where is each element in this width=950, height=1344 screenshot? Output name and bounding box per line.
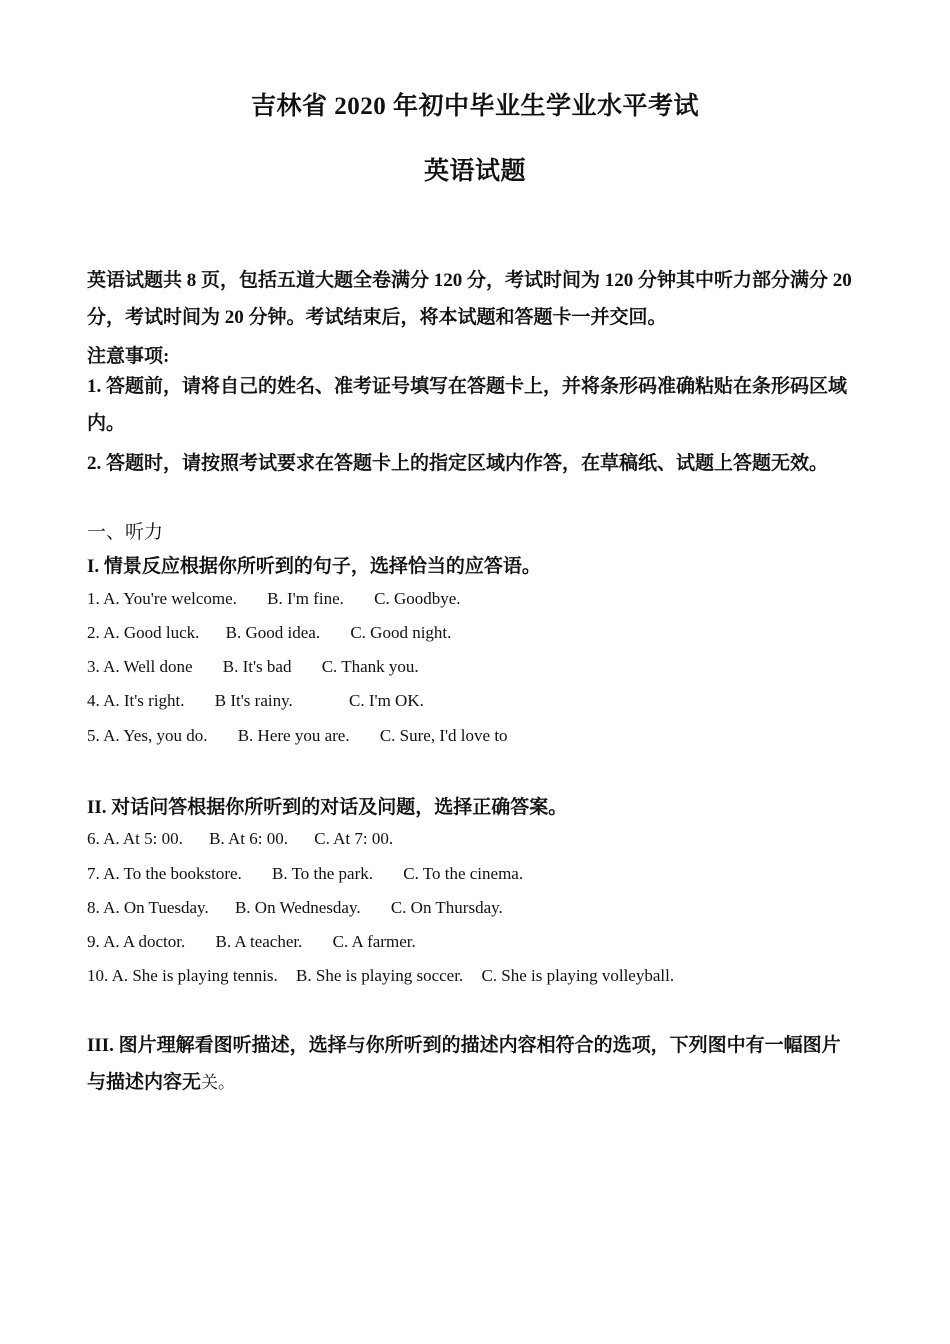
- notice-label: 注意事项:: [87, 346, 170, 367]
- option-a: A. A doctor.: [103, 932, 186, 951]
- intro-paragraph: 英语试题共 8 页，包括五道大题全卷满分 120 分，考试时间为 120 分钟其中听力部分满分 20 分，考试时间为 20 分钟。考试结束后，将本试题和答题卡一并交回。: [87, 270, 852, 328]
- question-number: 2.: [87, 623, 100, 642]
- option-a: A. To the bookstore.: [103, 864, 242, 883]
- question-1: [87, 589, 877, 609]
- option-b: B It's rainy.: [214, 691, 293, 710]
- option-a: A. On Tuesday.: [103, 898, 209, 917]
- section-3-heading: [87, 1027, 857, 1101]
- option-b: B. I'm fine.: [267, 589, 344, 608]
- option-c: C. A farmer.: [332, 932, 416, 951]
- option-c: C. I'm OK.: [349, 691, 424, 710]
- option-a: A. It's right.: [103, 691, 185, 710]
- section-3-heading-tail: 关。: [201, 1073, 236, 1092]
- question-7: [87, 864, 877, 884]
- question-8: [87, 898, 877, 918]
- section-3-heading-text: III. 图片理解看图听描述，选择与你所听到的描述内容相符合的选项，下列图中有一幅图片与描述内容无: [87, 1035, 841, 1093]
- option-c: C. Thank you.: [321, 657, 419, 676]
- option-a: A. Well done: [103, 657, 193, 676]
- option-b: B. At 6: 00.: [209, 829, 288, 848]
- question-number: 4.: [87, 691, 100, 710]
- question-9: [87, 932, 877, 952]
- option-a: A. Good luck.: [103, 623, 200, 642]
- notice-2: 2. 答题时，请按照考试要求在答题卡上的指定区域内作答，在草稿纸、试题上答题无效。: [87, 453, 829, 474]
- question-2: [87, 623, 877, 643]
- notice-1: 1. 答题前，请将自己的姓名、准考证号填写在答题卡上，并将条形码准确粘贴在条形码区域内。: [87, 376, 848, 434]
- option-a: A. She is playing tennis.: [111, 966, 278, 985]
- option-a: A. At 5: 00.: [103, 829, 183, 848]
- option-c: C. Sure, I'd love to: [379, 726, 508, 745]
- option-b: B. On Wednesday.: [234, 898, 361, 917]
- question-number: 1.: [87, 589, 100, 608]
- question-number: 5.: [87, 726, 100, 745]
- option-c: C. On Thursday.: [390, 898, 503, 917]
- question-number: 7.: [87, 864, 100, 883]
- option-b: B. She is playing soccer.: [296, 966, 464, 985]
- option-c: C. Good night.: [350, 623, 452, 642]
- option-a: A. You're welcome.: [103, 589, 237, 608]
- exam-subtitle: 英语试题: [423, 158, 526, 185]
- question-number: 3.: [87, 657, 100, 676]
- option-c: C. To the cinema.: [403, 864, 524, 883]
- option-b: B. Good idea.: [225, 623, 321, 642]
- option-b: B. To the park.: [272, 864, 374, 883]
- question-4: [87, 691, 877, 711]
- question-6: [87, 829, 877, 849]
- question-10: [87, 966, 877, 986]
- option-a: A. Yes, you do.: [103, 726, 208, 745]
- question-number: 6.: [87, 829, 100, 848]
- exam-title: 吉林省 2020 年初中毕业生学业水平考试: [250, 93, 699, 120]
- question-5: [87, 726, 877, 746]
- part-one-heading: 一、听力: [87, 522, 164, 543]
- option-b: B. Here you are.: [237, 726, 350, 745]
- option-c: C. At 7: 00.: [314, 829, 394, 848]
- question-3: [87, 657, 877, 677]
- question-number: 9.: [87, 932, 100, 951]
- section-1-heading: I. 情景反应根据你所听到的句子，选择恰当的应答语。: [87, 556, 541, 577]
- option-b: B. It's bad: [222, 657, 292, 676]
- option-b: B. A teacher.: [215, 932, 303, 951]
- section-2-heading: II. 对话问答根据你所听到的对话及问题，选择正确答案。: [87, 797, 568, 818]
- option-c: C. She is playing volleyball.: [481, 966, 675, 985]
- question-number: 8.: [87, 898, 100, 917]
- question-number: 10.: [87, 966, 109, 985]
- option-c: C. Goodbye.: [374, 589, 461, 608]
